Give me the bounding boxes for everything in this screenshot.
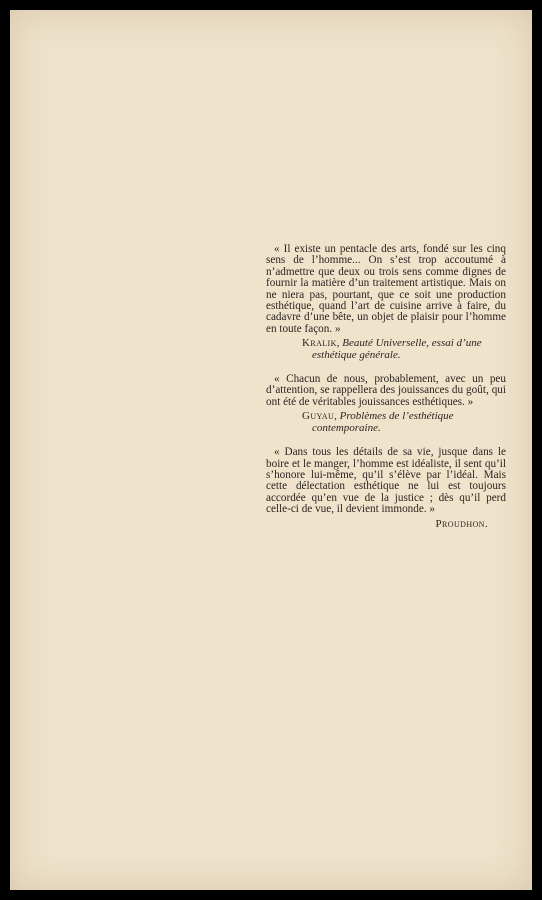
- quote-text: « Il existe un pentacle des arts, fondé sur les cinq sens de l’homme... On s’est trop accoutumé à n’admettre que deux ou trois sens comme dignes de fournir la matière d’un traitement artistique. Mais on ne niera pas, pourtant, que ce soit une production esthétique, quand l’art de cuisine arrive à faire, du cadavre d’une bête, un objet de plaisir pour l’homme en toute façon. »: [266, 243, 506, 335]
- quote-work: Beauté Universelle, essai d’une esthétique générale.: [312, 337, 482, 361]
- quote-author: Proudhon.: [435, 517, 488, 530]
- quote-author: Kralik: [302, 337, 337, 350]
- quote-work: Problèmes de l’esthétique contemporaine.: [312, 410, 454, 434]
- epigraph-block: [266, 244, 506, 530]
- quote-text: « Dans tous les détails de sa vie, jusque dans le boire et le manger, l’homme est idéaliste, il sent qu’il s’honore lui-même, qu’il s’élève par l’idéal. Mais cette délectation esthétique ne lui est toujours accordée qu’en vue de la justice ; dès qu’il perd celle-ci de vue, il devient immonde. »: [266, 446, 506, 516]
- attribution-separator: ,: [334, 410, 340, 423]
- quote-kralik: [266, 244, 506, 361]
- quote-attribution: [266, 519, 506, 530]
- quote-text: « Chacun de nous, probablement, avec un peu d’attention, se rappellera des jouissances du goût, qui ont été de véritables jouissances esthétiques. »: [266, 373, 506, 408]
- attribution-separator: ,: [336, 337, 343, 350]
- quote-attribution: [266, 411, 506, 434]
- quote-author: Guyau: [302, 410, 335, 423]
- quote-proudhon: [266, 447, 506, 530]
- book-page: [10, 10, 532, 890]
- quote-attribution: [266, 338, 506, 361]
- quote-guyau: [266, 374, 506, 434]
